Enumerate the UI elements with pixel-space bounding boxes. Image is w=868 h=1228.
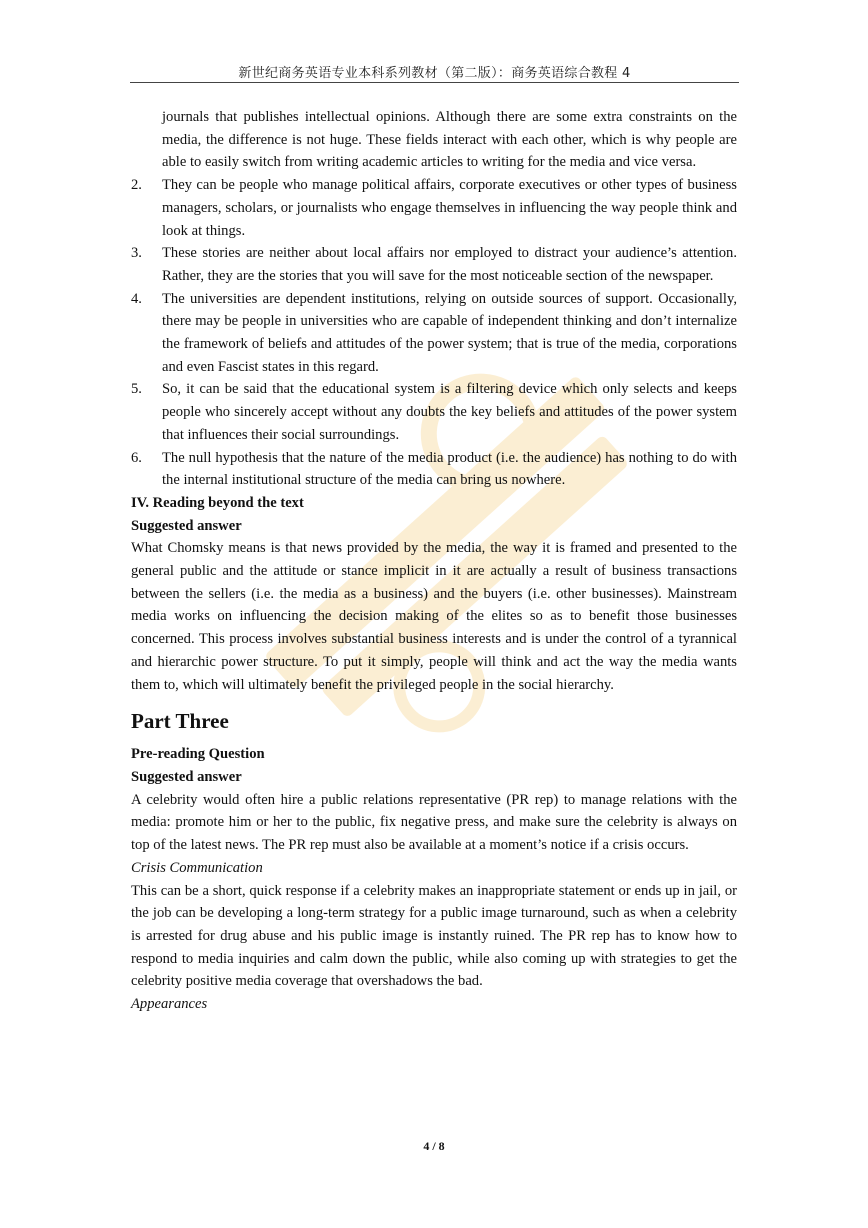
subsection-title: Appearances xyxy=(131,996,208,1013)
subsection-title: Crisis Communication xyxy=(131,859,263,876)
item-number: 4. xyxy=(131,290,142,307)
section-heading: IV. Reading beyond the text xyxy=(131,494,304,511)
header-rule xyxy=(130,82,739,83)
item-text: They can be people who manage political affairs, corporate executives or other types of business managers, scholars, or journalists who engage themselves in influencing the way people think and look at things. xyxy=(162,177,737,239)
item-number: 2. xyxy=(131,177,142,194)
item-number: 6. xyxy=(131,449,142,466)
item-text: So, it can be said that the educational system is a filtering device which only selects and keeps people who sincerely accept without any doubts the key beliefs and attitudes of the power system that influences their social surroundings. xyxy=(162,381,737,443)
page-content xyxy=(131,106,737,1016)
continuation-paragraph: journals that publishes intellectual opinions. Although there are some extra constraints on the media, the difference is not huge. These fields interact with each other, which is why people are able to easily switch from writing academic articles to writing for the media and vice versa. xyxy=(162,109,737,171)
part-title: Part Three xyxy=(131,709,229,734)
crisis-paragraph: This can be a short, quick response if a celebrity makes an inappropriate statement or ends up in jail, or the job can be developing a long-term strategy for a public image turnaround, such as when a celebrity is arrested for drug abuse and his public image is instantly ruined. The PR rep has to know how to respond to media inquiries and calm down the public, while also coming up with strategies to get the celebrity positive media coverage that overshadows the bad. xyxy=(131,882,737,990)
section-heading: Pre-reading Question xyxy=(131,746,265,763)
list-item xyxy=(131,242,737,287)
item-number: 3. xyxy=(131,245,142,262)
item-text: The universities are dependent institutions, relying on outside sources of support. Occasionally, there may be people in universities who are capable of independent thinking and don’t internalize the framework of beliefs and attitudes of the power system; that is true of the media, corporations and even Fascist states in this regard. xyxy=(162,290,737,375)
list-item xyxy=(131,447,737,492)
running-header: 新世纪商务英语专业本科系列教材（第二版）：商务英语综合教程 4 xyxy=(238,66,631,81)
item-text: The null hypothesis that the nature of the media product (i.e. the audience) has nothing to do with the internal institutional structure of the media can bring us nowhere. xyxy=(162,449,737,489)
suggested-answer-label: Suggested answer xyxy=(131,517,242,534)
page-number: 4 / 8 xyxy=(423,1139,445,1153)
answer-paragraph: What Chomsky means is that news provided by the media, the way it is framed and presented to the general public and the attitude or stance implicit in it are actually a result of business transactions between the sellers (i.e. the media as a business) and the buyers (i.e. other businesses). Mainstream media works on influencing the decision making of the elites so as to benefit those businesses concerned. This process involves substantial business interests and is under the control of a tyrannical and hierarchic power structure. To put it simply, people will think and act the way the media wants them to, which will ultimately benefit the privileged people in the social hierarchy. xyxy=(131,540,737,693)
suggested-answer-label: Suggested answer xyxy=(131,768,242,785)
item-text: These stories are neither about local affairs nor employed to distract your audience’s attention. Rather, they are the stories that you will save for the most noticeable section of the newspaper. xyxy=(162,245,737,284)
list-item xyxy=(131,288,737,379)
list-item xyxy=(131,174,737,242)
answer-paragraph: A celebrity would often hire a public relations representative (PR rep) to manage relations with the media: promote him or her to the public, fix negative press, and make sure the celebrity is always on top of the latest news. The PR rep must also be available at a moment’s notice if a crisis occurs. xyxy=(131,791,737,854)
list-item xyxy=(131,378,737,446)
item-number: 5. xyxy=(131,381,142,398)
